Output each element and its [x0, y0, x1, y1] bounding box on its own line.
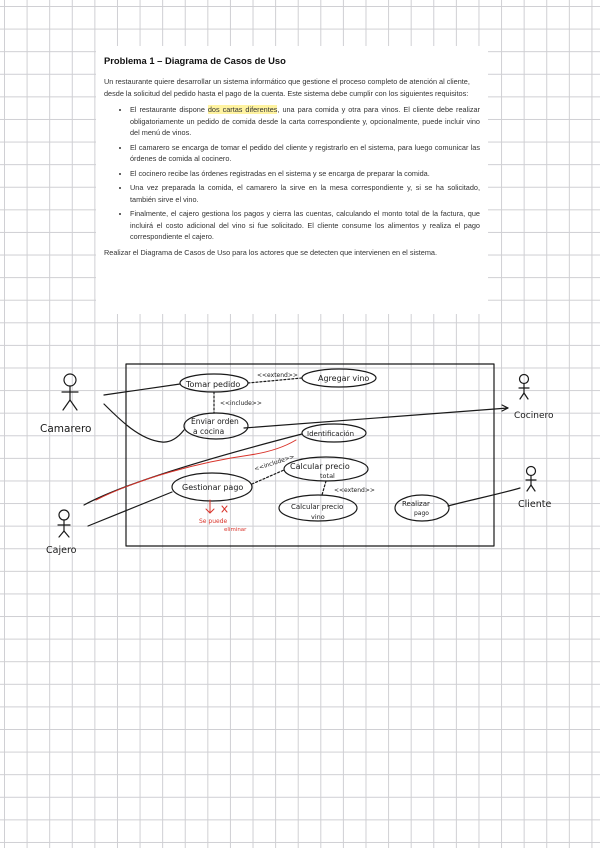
use-case-label: Gestionar pago	[182, 483, 244, 492]
association-camarero-tomar	[104, 384, 180, 395]
problem-title: Problema 1 – Diagrama de Casos de Uso	[104, 55, 286, 66]
extend-relation-total-vino	[322, 481, 326, 495]
use-case-label: Agregar vino	[318, 374, 370, 383]
use-case-label: Identificación	[307, 430, 355, 438]
use-case-realizar-pago	[395, 495, 449, 521]
actor-cocinero-figure	[519, 375, 529, 400]
actor-cliente-figure	[526, 467, 536, 492]
actor-cajero-figure	[58, 510, 70, 537]
use-case-label: Calcular precio	[290, 462, 350, 471]
association-realizar-cliente	[448, 488, 520, 506]
actor-camarero-figure	[62, 374, 78, 410]
actor-label-cliente: Cliente	[518, 499, 552, 510]
use-case-label: Tomar pedido	[186, 380, 241, 389]
use-case-label: Realizar	[402, 500, 430, 508]
highlighted-text: dos cartas diferentes	[207, 105, 278, 114]
use-case-label: Enviar orden	[191, 417, 239, 426]
problem-closing: Realizar el Diagrama de Casos de Uso para los actores que se detecten que intervienen en el sistema.	[104, 247, 438, 257]
requirement-item: • El cocinero recibe las órdenes registradas en el sistema y se encarga de preparar la comida.	[130, 168, 480, 180]
stereotype-label: <<extend>>	[334, 487, 375, 494]
actor-label-cajero: Cajero	[46, 545, 77, 556]
use-case-label: pago	[414, 510, 429, 517]
stereotype-label: <<include>>	[253, 453, 296, 473]
red-note-text: Se puede	[199, 518, 228, 525]
stereotype-label: <<include>>	[220, 400, 262, 407]
association-cajero-identificacion	[84, 434, 302, 505]
requirement-item: • El camarero se encarga de tomar el pedido del cliente y registrarlo en el sistema, para luego comunicar las órdenes de comida al cocinero.	[130, 142, 480, 165]
requirement-item: • Una vez preparada la comida, el camarero la sirve en la mesa correspondiente y, si se ha solicitado, también sirve el vino.	[130, 182, 480, 205]
use-case-label: a cocina	[193, 427, 225, 436]
red-arrow	[206, 500, 214, 513]
problem-intro: Un restaurante quiere desarrollar un sistema informático que gestione el proceso completo de atención al cliente, desde la solicitud del pedido hasta el pago de la cuenta. Este sistema debe cumplir con los siguientes requisitos:	[104, 77, 470, 98]
requirement-text: El restaurante dispone	[130, 105, 208, 114]
use-case-label: Calcular precio	[291, 503, 344, 511]
requirement-item: • Finalmente, el cajero gestiona los pagos y cierra las cuentas, calculando el monto total de la factura, que incluirá el costo adicional del vino si fue solicitado. El cliente consume los alimentos y realiza el pago correspondiente el cajero.	[130, 208, 480, 243]
use-case-label: total	[320, 472, 335, 480]
red-cross	[222, 506, 227, 512]
use-case-label: vino	[311, 513, 325, 521]
association-enviar-cocinero	[244, 408, 508, 428]
actor-label-cocinero: Cocinero	[514, 411, 554, 421]
association-camarero-enviar	[104, 404, 184, 442]
red-note-text: eliminar	[224, 527, 247, 533]
actor-label-camarero: Camarero	[40, 423, 92, 435]
requirement-text: , una para comida y otra para vinos. El cliente debe realizar obligatoriamente un pedido de comida desde la carta correspondiente y, opcionalmente, puede incluir vino del menú de vinos.	[130, 105, 480, 137]
stereotype-label: <<extend>>	[257, 372, 298, 379]
